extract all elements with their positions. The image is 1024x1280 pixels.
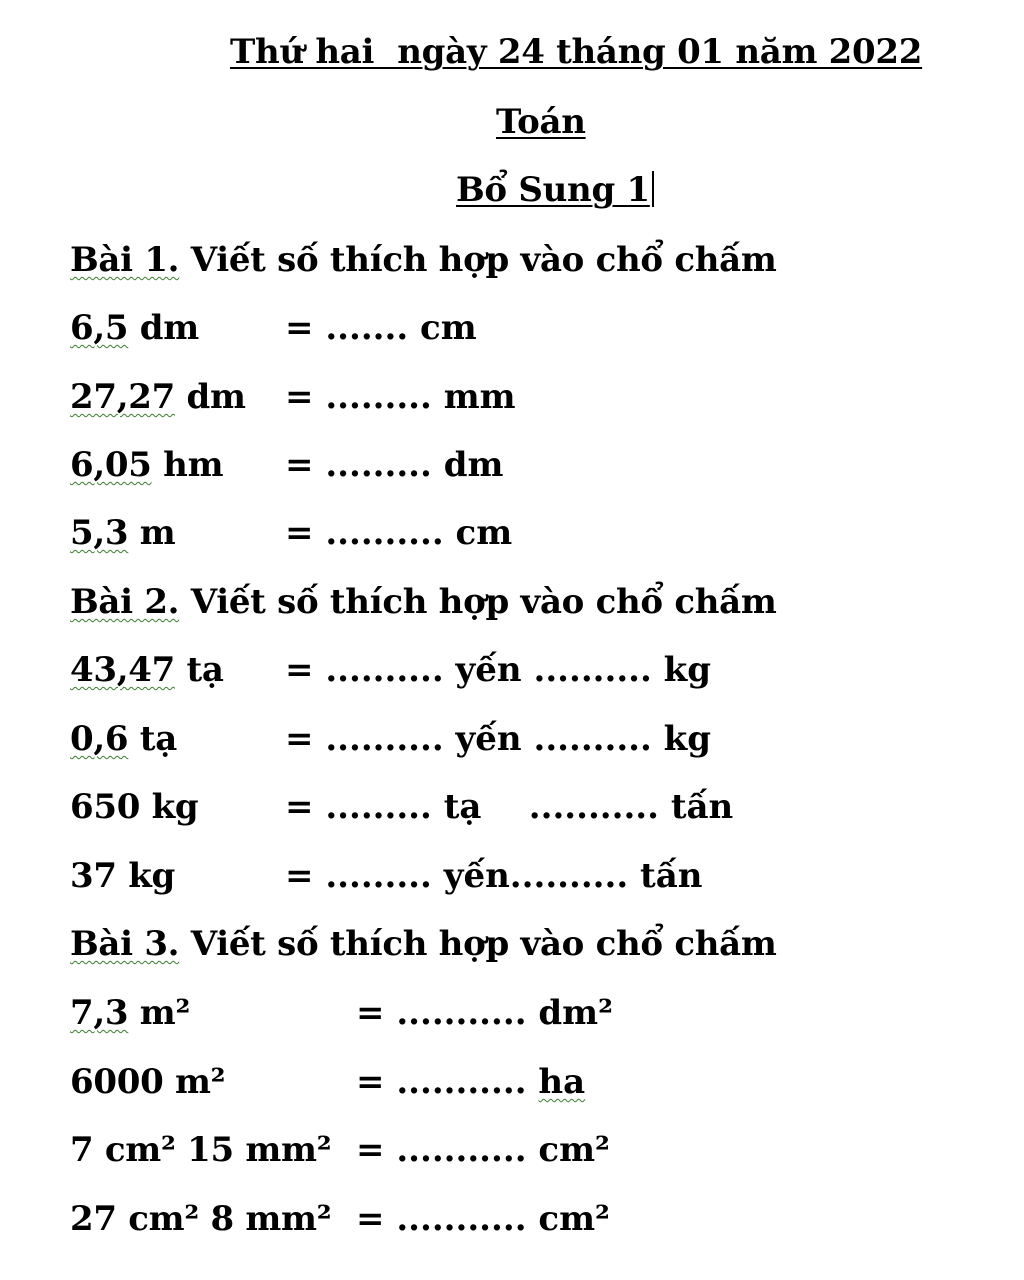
ex3-row-1-blank: = ........... <box>356 993 539 1033</box>
ex2-row-1-number: 43,47 <box>70 650 175 690</box>
ex3-row-1-target-unit: dm² <box>538 993 614 1033</box>
ex1-row-1-answer: = ....... cm <box>285 308 477 348</box>
ex1-row-3-answer: = ......... dm <box>285 445 504 485</box>
text-cursor <box>652 171 654 207</box>
ex3-row-4-number: 27 <box>70 1199 117 1239</box>
exercise-1-instruction: Viết số thích hợp vào chổ chấm <box>179 240 777 280</box>
ex2-row-1-left <box>70 650 224 690</box>
ex3-row-3-number: 7 <box>70 1130 94 1170</box>
date-heading: Thứ hai ngày 24 tháng 01 năm 2022 <box>230 32 923 72</box>
ex2-row-4-number: 37 <box>70 856 117 896</box>
ex1-row-2-number: 27,27 <box>70 377 175 417</box>
ex2-row-2-unit: tạ <box>128 719 177 759</box>
ex1-row-4-unit: m <box>128 513 176 553</box>
ex1-row-4-answer: = .......... cm <box>285 513 513 553</box>
ex2-row-2-number: 0,6 <box>70 719 129 759</box>
ex1-row-1-left <box>70 308 199 348</box>
ex3-row-1-answer <box>356 993 613 1033</box>
ex2-row-4-unit: kg <box>116 856 175 896</box>
exercise-1-label: Bài 1. <box>70 240 180 280</box>
lesson-title: Bổ Sung 1 <box>456 170 650 210</box>
ex1-row-4-left <box>70 513 175 553</box>
ex2-row-2-left <box>70 719 177 759</box>
ex3-row-3-blank: = ........... <box>356 1130 539 1170</box>
ex2-row-3-answer: = ......... tạ ........... tấn <box>285 787 734 827</box>
ex3-row-2-answer <box>356 1062 585 1102</box>
ex1-row-1-unit: dm <box>128 308 199 348</box>
ex3-row-2-unit: m² <box>163 1062 226 1102</box>
exercise-1-heading <box>70 240 777 280</box>
exercise-2-heading <box>70 582 777 622</box>
exercise-3-label: Bài 3. <box>70 924 180 964</box>
ex3-row-3-answer <box>356 1130 610 1170</box>
ex1-row-2-left <box>70 377 246 417</box>
ex2-row-1-answer: = .......... yến .......... kg <box>285 650 712 690</box>
ex3-row-1-left <box>70 993 190 1033</box>
ex2-row-1-unit: tạ <box>174 650 224 690</box>
ex3-row-2-left <box>70 1062 225 1102</box>
ex1-row-3-unit: hm <box>151 445 224 485</box>
ex3-row-4-answer <box>356 1199 610 1239</box>
ex1-row-3-left <box>70 445 223 485</box>
ex2-row-4-left <box>70 856 175 896</box>
ex2-row-3-left <box>70 787 198 827</box>
ex1-row-1-number: 6,5 <box>70 308 129 348</box>
ex3-row-2-blank: = ........... <box>356 1062 539 1102</box>
ex1-row-3-number: 6,05 <box>70 445 152 485</box>
lesson-heading <box>456 170 654 210</box>
ex2-row-3-number: 650 <box>70 787 141 827</box>
ex3-row-1-number: 7,3 <box>70 993 129 1033</box>
ex3-row-4-left <box>70 1199 331 1239</box>
ex1-row-4-number: 5,3 <box>70 513 129 553</box>
ex3-row-3-unit: cm² 15 mm² <box>93 1130 332 1170</box>
exercise-2-label: Bài 2. <box>70 582 180 622</box>
ex3-row-4-blank: = ........... <box>356 1199 539 1239</box>
ex3-row-2-number: 6000 <box>70 1062 164 1102</box>
ex3-row-3-target-unit: cm² <box>538 1130 610 1170</box>
ex1-row-2-answer: = ......... mm <box>285 377 516 417</box>
ex3-row-3-left <box>70 1130 331 1170</box>
exercise-3-heading <box>70 924 777 964</box>
ex3-row-4-unit: cm² 8 mm² <box>116 1199 332 1239</box>
ex3-row-2-target-unit: ha <box>538 1062 586 1102</box>
ex2-row-2-answer: = .......... yến .......... kg <box>285 719 712 759</box>
subject-heading: Toán <box>496 102 586 142</box>
exercise-2-instruction: Viết số thích hợp vào chổ chấm <box>179 582 777 622</box>
ex2-row-4-answer: = ......... yến.......... tấn <box>285 856 703 896</box>
ex2-row-3-unit: kg <box>140 787 199 827</box>
exercise-3-instruction: Viết số thích hợp vào chổ chấm <box>179 924 777 964</box>
ex3-row-4-target-unit: cm² <box>538 1199 610 1239</box>
ex3-row-1-unit: m² <box>128 993 191 1033</box>
ex1-row-2-unit: dm <box>174 377 246 417</box>
